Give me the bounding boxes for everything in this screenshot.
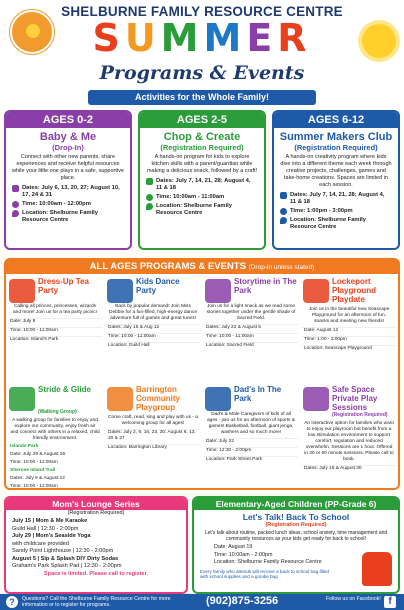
event-loc: Location: Park Street Park [204, 456, 298, 463]
all-ages-title: ALL AGES PROGRAMS & EVENTS [89, 261, 246, 272]
moms-lounge-section [4, 496, 188, 594]
event-date: Dates: July 2, 9, 16, 23, 30; August 6, 13, 20 & 27 [106, 429, 200, 442]
clock-icon [12, 201, 19, 208]
event-name: Dad's In The Park [234, 385, 282, 403]
program-name: Baby & Me [39, 131, 97, 143]
calendar-icon [146, 178, 153, 185]
event-detail: Dates: July 9 & August 12 [10, 476, 65, 481]
program-sub: (Registration Required) [160, 143, 244, 152]
event-sub: (Registration Required) [332, 412, 388, 418]
summer-title [0, 17, 404, 59]
moms-lounge-line: Sandy Point Lighthouse | 12:30 - 2:00pm [12, 548, 114, 554]
moms-lounge-sub: (Registration Required) [67, 510, 125, 516]
event-date: Dates: July 22 & August 5 [204, 324, 298, 331]
summer-letter: R [277, 16, 312, 60]
backpack-icon [362, 552, 392, 586]
event-desc: Back by popular demand! Join Miss Debbie for a fun-filled, high-energy dance adventure full of games and great tunes! [109, 304, 197, 321]
event-date: Dates: July 15 & Aug 12 [106, 324, 200, 331]
clock-icon [280, 208, 287, 215]
event-time: Time: 1:00 - 2:00pm [302, 336, 396, 343]
event-desc: Join us for a light snack as we read some stories together under the gentle shade of Sacred Field. [206, 304, 296, 321]
facebook-icon[interactable]: f [384, 596, 396, 608]
calendar-icon [280, 192, 287, 199]
elementary-line: Date: August 19 [214, 544, 253, 550]
event-detail: Time: 10:00 - 11:00am [10, 460, 58, 465]
age-box [138, 110, 266, 250]
clock-icon [146, 194, 153, 201]
event-time: Time: 10:00 - 11:00am [106, 333, 200, 340]
location-pin-icon [12, 210, 19, 217]
elementary-section [192, 496, 400, 594]
footer [0, 594, 404, 610]
event-loc: Location: Barrington Library [106, 444, 200, 451]
event-time: Time: 12:30 - 2:00pm [204, 447, 298, 454]
event-illustration-icon [205, 279, 231, 303]
program-dates: Dates: July 7, 14, 21, 28; August 4, 11 & 18 [290, 192, 385, 205]
moms-lounge-title: Mom's Lounge Series [6, 498, 186, 510]
program-location: Location: Shelburne Family Resource Centre [156, 203, 233, 216]
event-date: Date: August 12 [302, 327, 396, 334]
elementary-line: Time: 10:00am - 2:00pm [214, 551, 273, 558]
event-illustration-icon [107, 387, 133, 411]
age-box-title: AGES 6-12 [274, 112, 398, 128]
event-name: Dress-Up Tea Party [38, 277, 89, 295]
header [0, 0, 404, 112]
program-time: Time: 10:00am - 11:00am [156, 194, 225, 200]
elementary-desc: Let's talk about routine, packed lunch ideas, school anxiety, time management and community resources as your kids get ready for back to school! [204, 530, 388, 542]
event-loc: Location: Island's Park [8, 336, 102, 343]
moms-lounge-line: with childcare provided [12, 540, 69, 547]
event-desc: Dad's & Male Caregivers of kids of all ages - join us for an afternoon of sports & games! Basketball, football, giant jenga, washers and so much more! [207, 412, 295, 435]
footer-phone[interactable]: (902)875-3256 [206, 595, 279, 607]
moms-lounge-line: Guild Hall | 12:30 - 2:00pm [12, 525, 79, 532]
event-card [6, 275, 104, 383]
elementary-line: Location: Shelburne Family Resource Centre [214, 559, 322, 565]
event-detail: Time: 10:00 - 11:00am [10, 484, 58, 489]
program-desc: A hands-on creativity program where kids dive into a different theme each week through creative projects, challenges, games and take-home creations. Spaces are limited in each session. [280, 154, 392, 188]
event-illustration-icon [107, 279, 133, 303]
program-name: Summer Makers Club [279, 131, 393, 143]
program-location: Location: Shelburne Family Resource Centre [22, 210, 99, 223]
elementary-name: Let's Talk! Back To School [242, 512, 350, 522]
program-sub: (Registration Required) [294, 143, 378, 152]
all-ages-header [6, 260, 398, 274]
program-dates: Dates: July 6, 13, 20, 27; August 10, 17, 24 & 31 [22, 185, 120, 198]
location-pin-icon [146, 203, 153, 210]
event-date: Date: July 22 [204, 438, 298, 445]
event-card [202, 275, 300, 383]
summer-letter: U [124, 16, 161, 60]
age-box-title: AGES 2-5 [140, 112, 264, 128]
elementary-note: Every family who attends will receive a back to school bag filled with school supplies and a goodie bag [200, 568, 329, 579]
event-illustration-icon [303, 279, 329, 303]
summer-letter: M [160, 16, 204, 60]
event-loc: Location: Seascape Playground [302, 345, 396, 352]
event-card [6, 383, 104, 491]
program-time: Time: 1:00pm - 3:00pm [290, 208, 353, 214]
program-desc: A hands-on program for kids to explore kitchen skills with a parent/guardian while making a delicious snack, followed by a craft! [146, 154, 258, 174]
location-pin-icon [280, 217, 287, 224]
event-detail: Islands Park [10, 444, 39, 449]
event-desc: An interactive option for families who want to enjoy our playroom but benefit from a low stimulation environment to support comfort, regulation and reduced overwhelm. Sessions are 1 hour. Offered in 30 or 60 minute sessions. Please call to book. [304, 421, 394, 462]
moms-lounge-line: July 29 | Mom's Seaside Yoga [12, 533, 91, 539]
age-box-title: AGES 0-2 [6, 112, 130, 128]
program-time: Time: 10:00am - 12:00pm [22, 201, 91, 207]
event-desc: A walking group for families to enjoy and explore our community, enjoy fresh air and connect with others in a relaxed, child friendly environment. [10, 418, 100, 441]
event-name: Lockeport Playground Playdate [332, 277, 377, 304]
event-card [104, 383, 202, 491]
event-loc: Location: Sacred Field [204, 342, 298, 349]
moms-lounge-line: July 15 | Mom & Me Karaoke [12, 518, 88, 524]
event-desc: Join us in the beautiful new Seascape Playground for an afternoon of fun, snacks and meeting new friends! [308, 307, 390, 324]
footer-follow: Follow us on Facebook! [326, 596, 381, 602]
activities-banner: Activities for the Whole Family! [88, 90, 316, 105]
event-name: Kids Dance Party [136, 277, 180, 295]
event-illustration-icon [205, 387, 231, 411]
program-dates: Dates: July 7, 14, 21, 28; August 4, 11 & 18 [156, 178, 251, 191]
event-desc: Come craft, read, sing and play with us - a welcoming group for all ages! [108, 415, 198, 426]
calendar-icon [12, 185, 19, 192]
event-detail: Date: July 29 & August 26 [10, 452, 66, 457]
program-sub: (Drop-In) [52, 143, 84, 152]
event-name: Barrington Community Playgroup [136, 385, 180, 412]
event-card [202, 383, 300, 491]
event-card [300, 383, 398, 491]
page-subtitle: Programs & Events [99, 62, 305, 84]
event-date: Date: July 8 [8, 318, 102, 325]
event-illustration-icon [9, 387, 35, 411]
age-box [4, 110, 132, 250]
program-desc: Connect with other new parents, share experiences and receive helpful resources while your little one plays in a safe, supportive place. [12, 154, 124, 181]
event-detail: Sherose Island Trail [10, 468, 56, 473]
event-sub: (Walking Group) [38, 409, 77, 415]
all-ages-note: (Drop-in unless stated) [248, 264, 315, 271]
footer-question: Questions? Call the Shelburne Family Resource Centre for more information or to register for programs. [22, 596, 171, 608]
summer-letter: M [203, 16, 247, 60]
event-name: Stride & Glide [38, 385, 91, 394]
event-loc: Location: Guild Hall [106, 342, 200, 349]
organization-name: SHELBURNE FAMILY RESOURCE CENTRE [61, 4, 343, 19]
elementary-sub: (Registration Required) [265, 522, 327, 528]
all-ages-section [4, 258, 400, 490]
program-location: Location: Shelburne Family Resource Centre [290, 217, 367, 230]
summer-letter: S [92, 16, 125, 60]
event-illustration-icon [9, 279, 35, 303]
age-box [272, 110, 400, 250]
summer-letter: E [246, 16, 278, 60]
moms-lounge-line: August 5 | Sip & Splash DIY Dirty Sodas [12, 555, 119, 562]
program-name: Chop & Create [163, 131, 241, 143]
event-name: Storytime in The Park [234, 277, 297, 295]
question-icon: ? [6, 596, 18, 608]
elementary-title: Elementary-Aged Children (PP-Grade 6) [194, 498, 398, 510]
event-time: Time: 10:00 - 11:00am [8, 327, 102, 334]
event-date: Dates: July 16 & August 30 [302, 465, 396, 472]
moms-lounge-line: Space is limited. Please call to register. [43, 570, 149, 577]
event-desc: Calling all princes, princesses, wizards and more! Join us for a tea party picnic! [13, 304, 97, 315]
event-illustration-icon [303, 387, 329, 411]
event-card [300, 275, 398, 383]
event-name: Safe Space Private Play Sessions [332, 385, 378, 412]
event-time: Time: 10:00 - 11:00am [204, 333, 298, 340]
moms-lounge-line: Graham's Park Splash Pad | 12:30 - 2:00pm [12, 563, 122, 569]
event-card [104, 275, 202, 383]
